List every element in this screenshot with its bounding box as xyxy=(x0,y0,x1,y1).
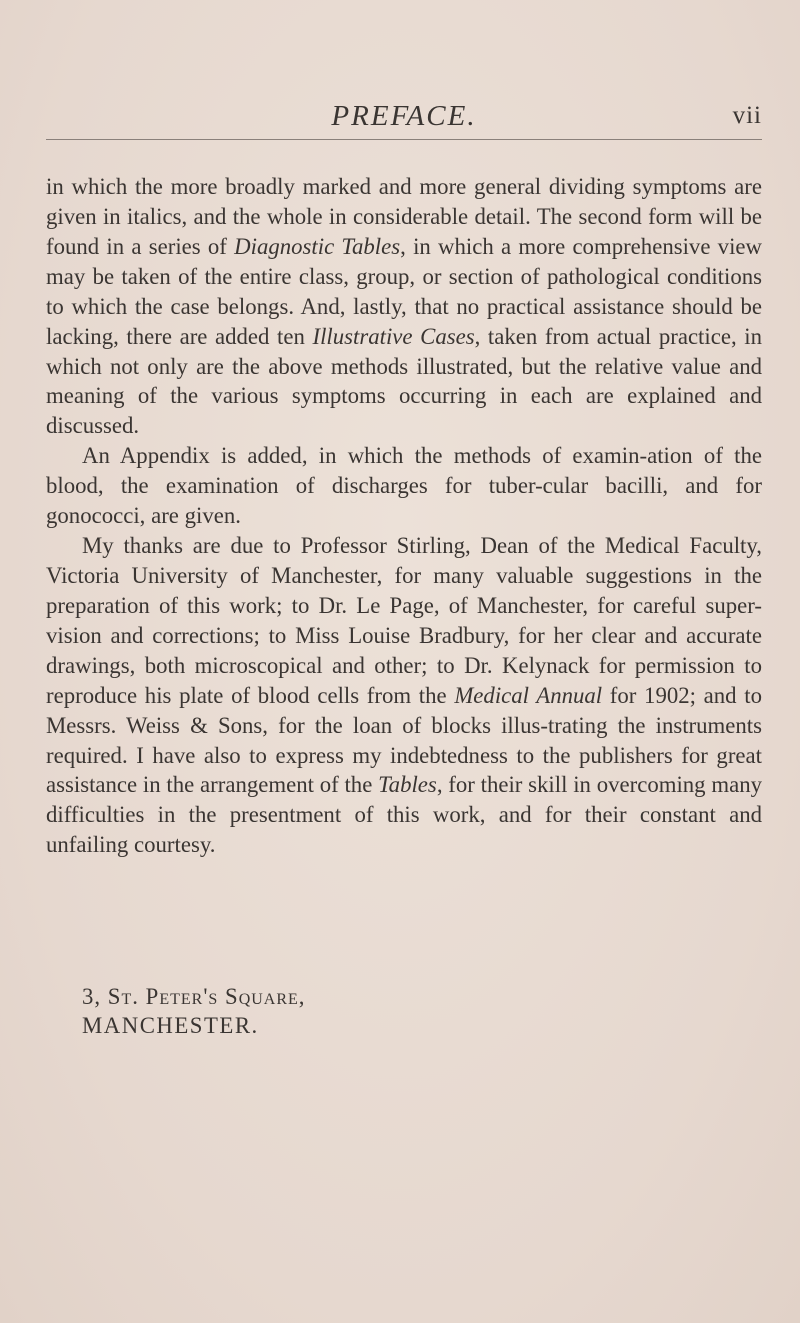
text-segment-italic: Medical Annual xyxy=(454,682,603,708)
text-segment: , in which a more comprehensive view may be taken of the entire class, group, or section of pathological conditions to which the case belongs. And, lastly, that no practical assistance should be lacking, there are added ten xyxy=(46,233,762,349)
running-title: PREFACE. xyxy=(331,100,477,132)
header-rule xyxy=(46,139,762,140)
text-segment-italic: Diagnostic Tables xyxy=(234,233,401,259)
text-segment-italic: Illustrative Cases xyxy=(312,323,475,349)
paragraph-1 xyxy=(46,172,762,441)
paragraph-2 xyxy=(46,441,762,531)
text-segment: My thanks are due to Professor Stirling, Dean of the Medical Faculty, Victoria University of Manchester, for many valuable suggestions in the preparation of this work; to Dr. Le Page, of Manchester, for careful super-vision and corrections; to Miss Louise Bradbury, for her clear and accurate drawings, both microscopical and other; to Dr. Kelynack for permission to reproduce his plate of blood cells from the xyxy=(46,533,762,708)
page-header xyxy=(46,98,762,134)
text-segment: , taken from actual practice, in which not only are the above methods illustrated, but the relative value and meaning of the various symptoms occurring in each are explained and discussed. xyxy=(46,323,762,439)
text-segment: for 1902; and to Messrs. Weiss & Sons, for the loan of blocks illus-trating the instruments required. I have also to express my indebtedness to the publishers for great assistance in the arrangement of the xyxy=(46,682,762,798)
text-segment: in which the more broadly marked and more general dividing symptoms are given in italics, and the whole in considerable detail. The second form will be found in a series of xyxy=(46,174,762,259)
text-segment-italic: Tables xyxy=(378,772,437,798)
paragraph-3 xyxy=(46,531,762,860)
signature-block xyxy=(82,982,306,1040)
text-segment: An Appendix is added, in which the methods of examin-ation of the blood, the examination of discharges for tuber-cular bacilli, and for gonococci, are given. xyxy=(46,443,762,529)
signature-address: 3, St. Peter's Square, xyxy=(82,984,306,1009)
signature-city: MANCHESTER. xyxy=(82,1013,259,1038)
text-segment: , for their skill in overcoming many difficulties in the presentment of this work, and for their constant and unfailing courtesy. xyxy=(46,772,762,858)
page-number: vii xyxy=(732,102,762,129)
body-text xyxy=(46,172,762,860)
